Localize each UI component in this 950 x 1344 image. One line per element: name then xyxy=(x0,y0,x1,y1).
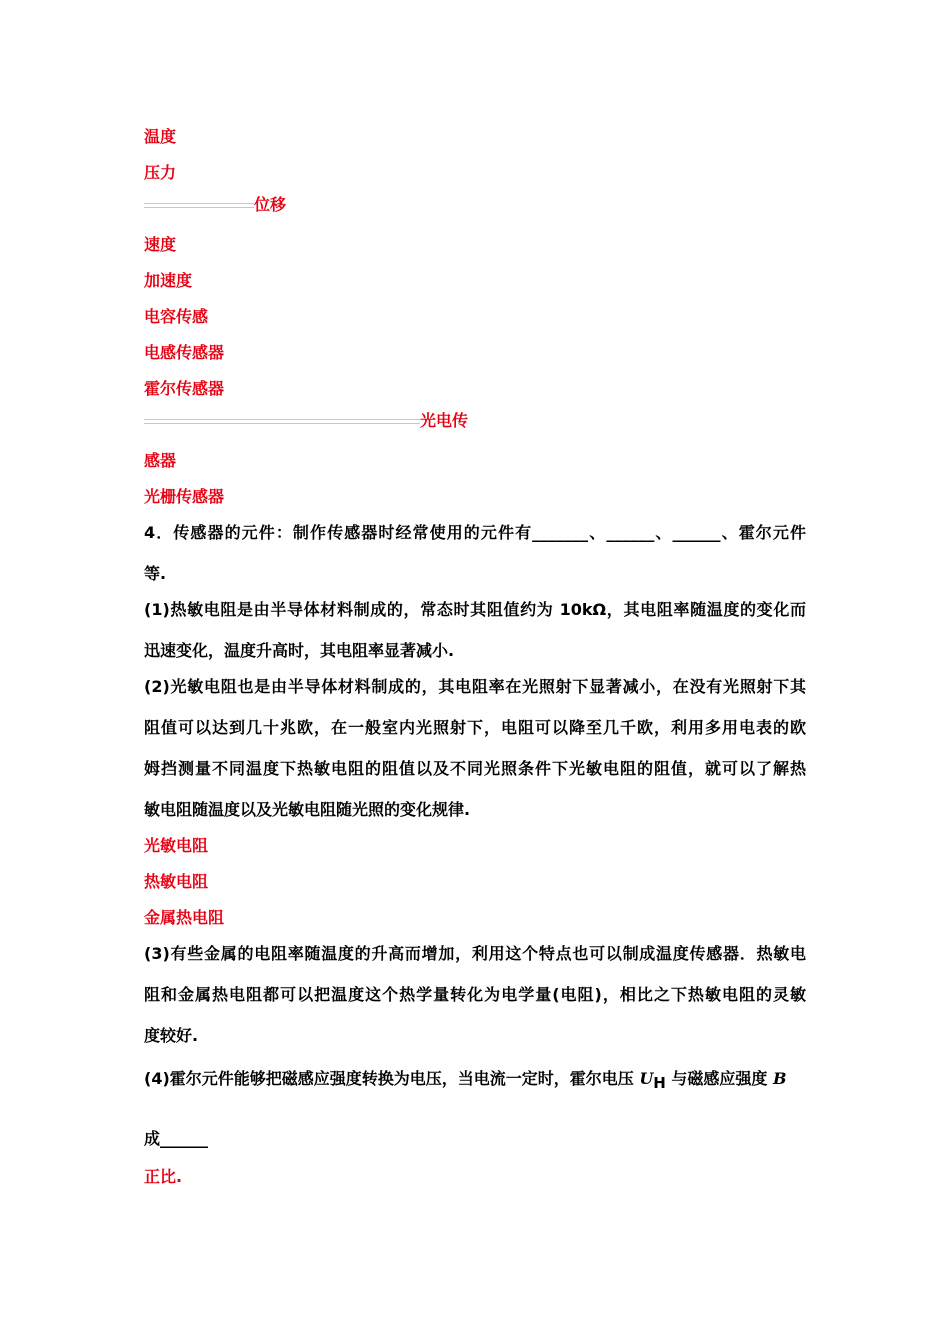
answer-acceleration: 加速度 xyxy=(144,271,193,290)
p4-prefix: (4)霍尔元件能够把磁感应强度转换为电压，当电流一定时，霍尔电压 xyxy=(144,1069,640,1088)
paragraph-1-line1: (1)热敏电阻是由半导体材料制成的，常态时其阻值约为 10kΩ，其电阻率随温度的变化而 xyxy=(144,600,806,619)
answer-photoresistor: 光敏电阻 xyxy=(144,836,209,855)
p4-blank: ______ xyxy=(160,1129,209,1148)
answer-speed: 速度 xyxy=(144,235,177,254)
paragraph-3-line2: 阻和金属热电阻都可以把温度这个热学量转化为电学量(电阻)，相比之下热敏电阻的灵敏 xyxy=(144,985,806,1004)
answer-thermistor: 热敏电阻 xyxy=(144,872,209,891)
answer-pressure: 压力 xyxy=(144,163,177,182)
paragraph-3-line3: 度较好. xyxy=(144,1026,199,1045)
paragraph-2-line3: 姆挡测量不同温度下热敏电阻的阻值以及不同光照条件下光敏电阻的阻值，就可以了解热 xyxy=(144,759,806,778)
hall-voltage-subscript: H xyxy=(653,1074,666,1093)
paragraph-2-line4: 敏电阻随温度以及光敏电阻随光照的变化规律. xyxy=(144,800,471,819)
answer-metal-thermal-resistor: 金属热电阻 xyxy=(144,908,225,927)
answer-photoelectric-part1: 光电传 xyxy=(420,411,469,430)
divider-rule xyxy=(144,203,254,208)
paragraph-2-line2: 阻值可以达到几十兆欧，在一般室内光照射下，电阻可以降至几千欧，利用多用电表的欧 xyxy=(144,718,806,737)
answer-grating-sensor: 光栅传感器 xyxy=(144,487,225,506)
answer-displacement-line xyxy=(144,194,286,216)
answer-photoelectric-line xyxy=(144,410,468,432)
q4-blank-1: _______ xyxy=(532,523,589,542)
paragraph-3-line1: (3)有些金属的电阻率随温度的升高而增加，利用这个特点也可以制成温度传感器．热敏电 xyxy=(144,944,806,963)
answer-displacement: 位移 xyxy=(254,195,287,214)
magnetic-field-symbol: B xyxy=(773,1069,787,1088)
question-4-line1 xyxy=(144,522,806,544)
q4-prefix: 4．传感器的元件：制作传感器时经常使用的元件有 xyxy=(144,523,533,542)
answer-capacitive-sensor: 电容传感 xyxy=(144,307,209,326)
q4-suffix: 、霍尔元件 xyxy=(720,523,806,542)
answer-hall-sensor: 霍尔传感器 xyxy=(144,379,225,398)
q4-separator-1: 、 xyxy=(588,523,607,542)
paragraph-4-line1 xyxy=(144,1068,787,1094)
answer-inductive-sensor: 电感传感器 xyxy=(144,343,225,362)
paragraph-1-line2: 迅速变化，温度升高时，其电阻率显著减小. xyxy=(144,641,455,660)
q4-blank-3: ______ xyxy=(672,523,721,542)
paragraph-4-line2 xyxy=(144,1128,208,1150)
answer-proportional: 正比. xyxy=(144,1167,183,1186)
p4-line2-text: 成 xyxy=(144,1129,161,1148)
q4-blank-2: ______ xyxy=(606,523,655,542)
answer-temperature: 温度 xyxy=(144,127,177,146)
hall-voltage-symbol: U xyxy=(639,1069,654,1088)
paragraph-2-line1: (2)光敏电阻也是由半导体材料制成的，其电阻率在光照射下显著减小，在没有光照射下其 xyxy=(144,677,806,696)
divider-rule xyxy=(144,419,420,424)
q4-separator-2: 、 xyxy=(654,523,673,542)
answer-photoelectric-part2: 感器 xyxy=(144,451,177,470)
question-4-line2: 等. xyxy=(144,564,167,583)
p4-middle: 与磁感应强度 xyxy=(665,1069,774,1088)
